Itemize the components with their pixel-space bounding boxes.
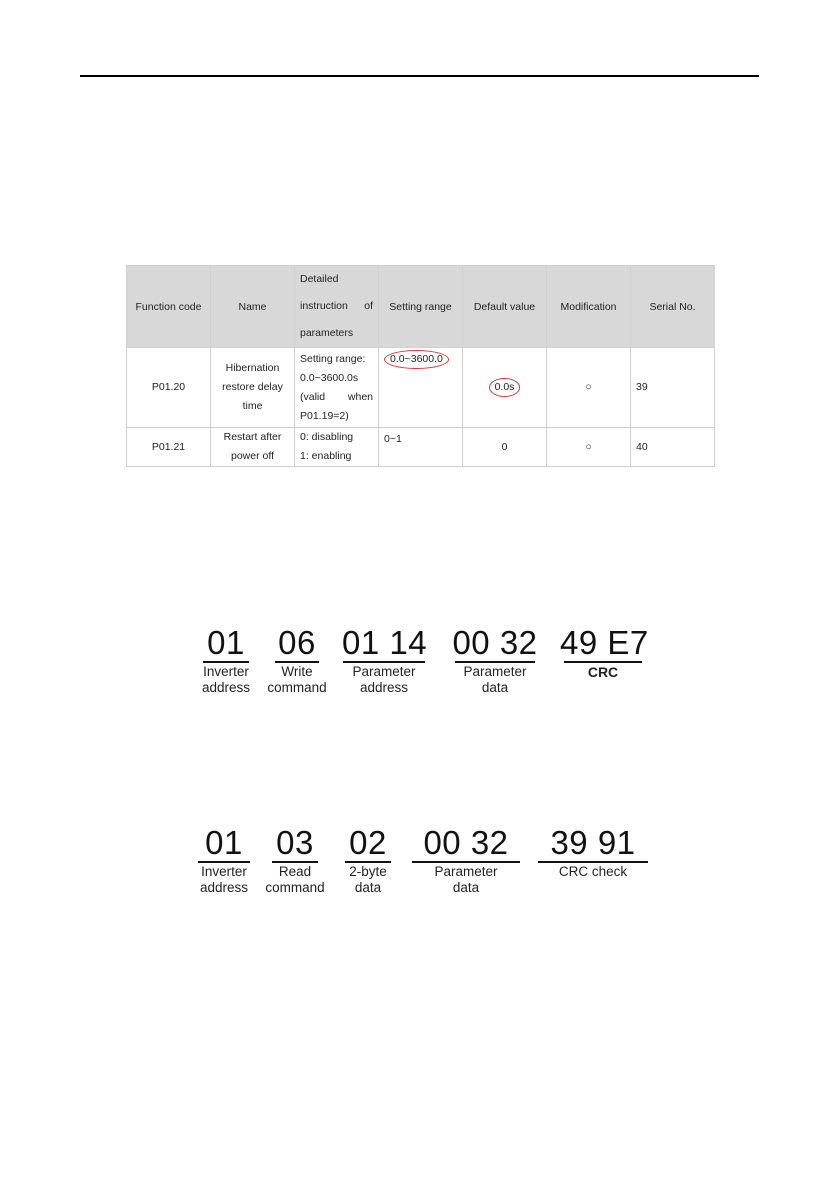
field-label: 2-byte data (349, 864, 387, 895)
header-detail-line: instruction of (300, 300, 373, 312)
frame-field (342, 626, 426, 696)
highlight-circle: 0.0s (489, 378, 521, 397)
field-label: Parameter address (352, 664, 416, 695)
cell-name: Restart after power off (211, 428, 295, 467)
field-underline (272, 861, 318, 863)
field-underline (564, 661, 642, 663)
frame-field (560, 624, 649, 680)
frame-field (410, 826, 522, 896)
frame-field (193, 826, 255, 896)
header-default-value: Default value (463, 266, 547, 348)
cell-detail: Setting range: 0.0~3600.0s (valid when P01.19=2) (295, 348, 379, 428)
header-rule (80, 75, 759, 77)
cell-detail: 0: disabling 1: enabling (295, 428, 379, 467)
cell-default-value (463, 348, 547, 428)
modification-circle-icon: ○ (585, 440, 592, 453)
field-value: 00 32 (452, 624, 538, 661)
field-value: 00 32 (423, 824, 509, 861)
field-underline (198, 861, 250, 863)
field-label: Inverter address (199, 864, 249, 895)
frame-field (536, 826, 650, 880)
cell-name: Hibernation restore delay time (211, 348, 295, 428)
table-header-row (127, 266, 715, 348)
header-modification: Modification (547, 266, 631, 348)
cell-default-value: 0 (463, 428, 547, 467)
field-value: 39 91 (550, 824, 636, 861)
field-underline (412, 861, 520, 863)
field-value: 01 (207, 624, 245, 661)
cell-modification (547, 428, 631, 467)
frame-field (452, 626, 538, 696)
highlight-circle: 0.0~3600.0 (384, 350, 449, 369)
field-value: 01 14 (342, 624, 428, 661)
frame-field (196, 626, 256, 696)
modification-circle-icon: ○ (585, 381, 592, 393)
field-label: Read command (265, 864, 325, 895)
header-function-code: Function code (127, 266, 211, 348)
field-value: 06 (278, 624, 316, 661)
header-setting-range: Setting range (379, 266, 463, 348)
field-value: 02 (349, 824, 387, 861)
table-row (127, 348, 715, 428)
field-underline (455, 661, 535, 663)
cell-serial-no: 40 (631, 428, 715, 467)
field-value: 49 E7 (560, 624, 649, 661)
field-underline (538, 861, 648, 863)
header-detail-line: parameters (300, 327, 354, 339)
field-label: Inverter address (201, 664, 251, 695)
field-label: Parameter data (434, 864, 498, 895)
header-name: Name (211, 266, 295, 348)
field-value: 01 (205, 824, 243, 861)
frame-field (261, 826, 329, 896)
header-serial-no: Serial No. (631, 266, 715, 348)
cell-function-code: P01.20 (127, 348, 211, 428)
cell-modification (547, 348, 631, 428)
parameter-table (126, 265, 715, 467)
field-underline (203, 661, 249, 663)
table-row (127, 428, 715, 467)
field-label: CRC (587, 664, 619, 680)
cell-setting-range (379, 348, 463, 428)
frame-field (338, 826, 398, 896)
field-underline (343, 661, 425, 663)
header-detailed-instruction (295, 266, 379, 348)
field-label: CRC check (558, 864, 628, 879)
field-underline (275, 661, 319, 663)
header-detail-line: Detailed (300, 273, 339, 285)
cell-function-code: P01.21 (127, 428, 211, 467)
cell-setting-range: 0~1 (379, 428, 463, 467)
field-label: Write command (267, 664, 327, 695)
field-label: Parameter data (463, 664, 527, 695)
field-value: 03 (276, 824, 314, 861)
field-underline (345, 861, 391, 863)
frame-field (262, 626, 332, 696)
cell-serial-no: 39 (631, 348, 715, 428)
